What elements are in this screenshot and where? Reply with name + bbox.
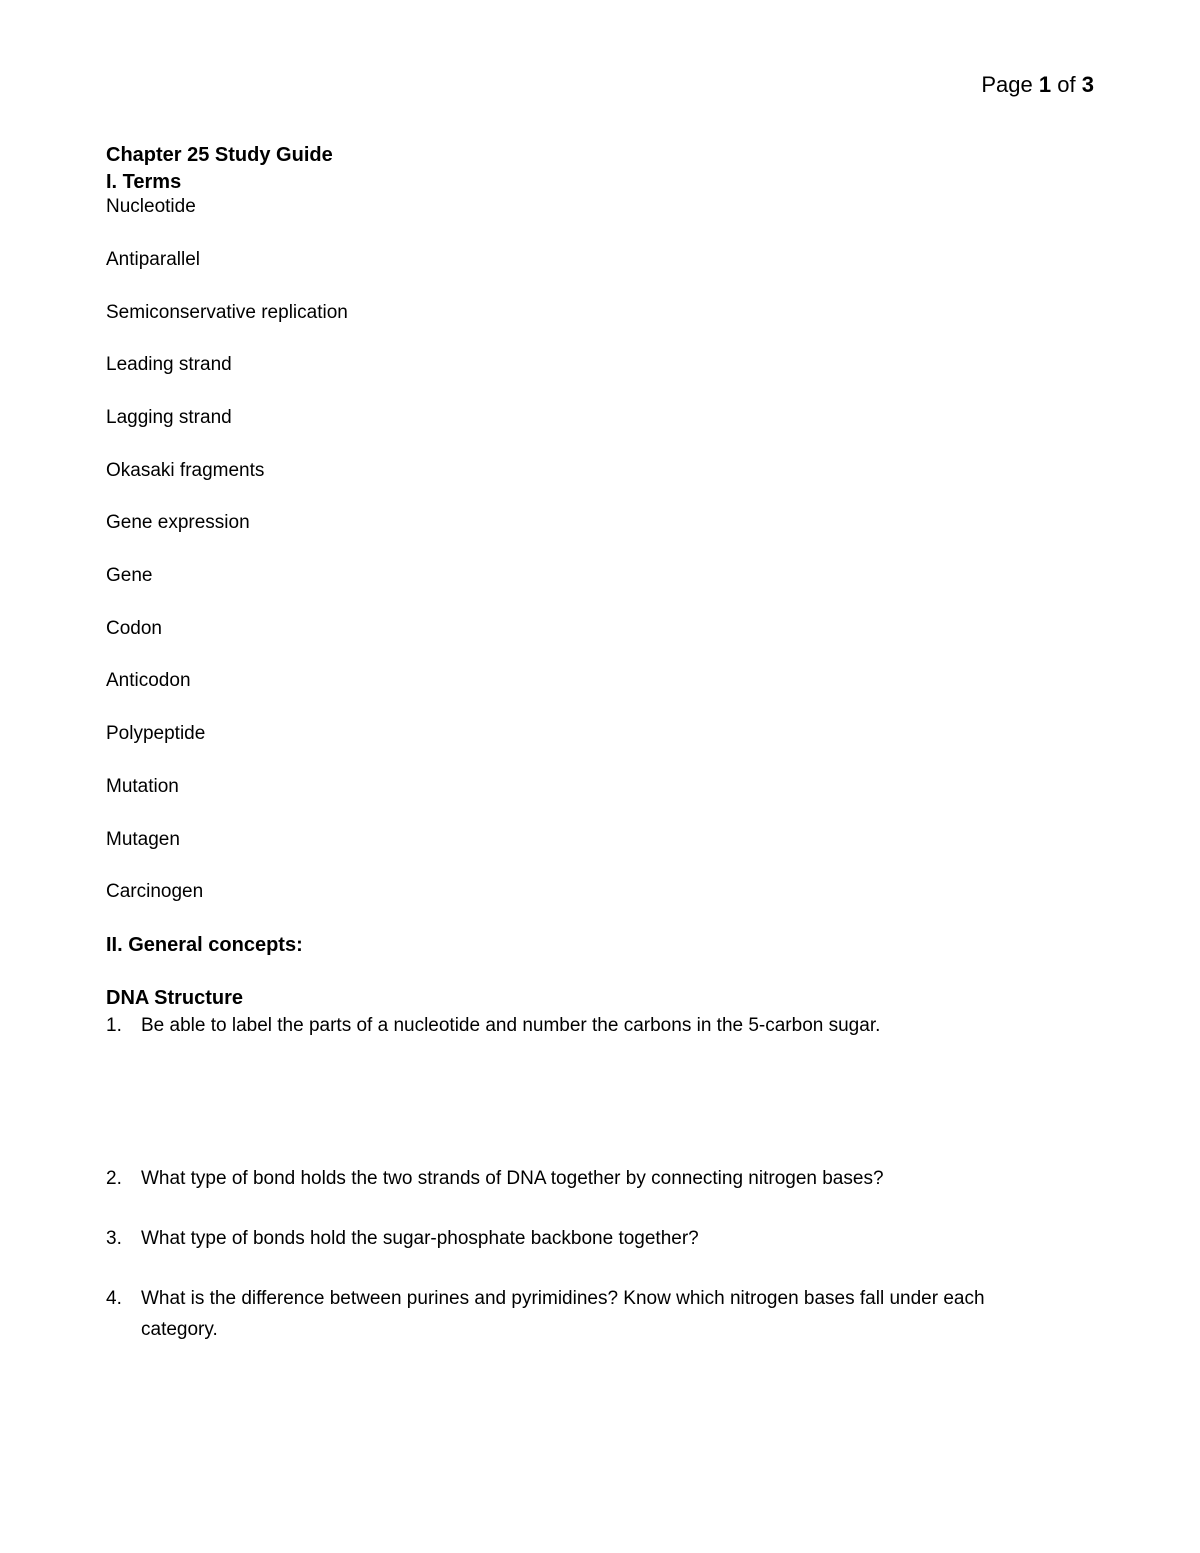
term-item: Nucleotide bbox=[106, 196, 196, 217]
term-item: Gene expression bbox=[106, 512, 250, 533]
question-number: 3. bbox=[106, 1228, 122, 1249]
concepts-heading: II. General concepts: bbox=[106, 934, 303, 956]
page-current: 1 bbox=[1038, 72, 1052, 97]
page-total: 3 bbox=[1081, 72, 1094, 97]
question-number: 1. bbox=[106, 1015, 122, 1036]
term-item: Semiconservative replication bbox=[106, 302, 348, 323]
question-text: What type of bonds hold the sugar-phosphate backbone together? bbox=[141, 1228, 699, 1249]
term-item: Polypeptide bbox=[106, 723, 206, 744]
question-item bbox=[106, 1163, 1046, 1194]
page-number bbox=[981, 72, 1094, 98]
question-item bbox=[106, 1010, 1046, 1041]
term-item: Antiparallel bbox=[106, 249, 200, 270]
dna-structure-heading: DNA Structure bbox=[106, 987, 244, 1009]
term-item: Mutation bbox=[106, 776, 179, 797]
term-item: Gene bbox=[106, 565, 153, 586]
question-text: What type of bond holds the two strands of DNA together by connecting nitrogen bases? bbox=[141, 1168, 884, 1189]
term-item: Anticodon bbox=[106, 670, 191, 691]
question-number: 2. bbox=[106, 1168, 122, 1189]
term-item: Mutagen bbox=[106, 829, 180, 850]
question-item bbox=[106, 1283, 1046, 1345]
question-text: What is the difference between purines and pyrimidines? Know which nitrogen bases fall under each category. bbox=[141, 1288, 985, 1340]
term-item: Lagging strand bbox=[106, 407, 232, 428]
question-number: 4. bbox=[106, 1288, 122, 1309]
term-item: Leading strand bbox=[106, 354, 232, 375]
question-item bbox=[106, 1223, 1046, 1254]
page-word: Page bbox=[981, 72, 1033, 97]
term-item: Carcinogen bbox=[106, 881, 204, 902]
question-text: Be able to label the parts of a nucleotide and number the carbons in the 5-carbon sugar. bbox=[141, 1015, 881, 1036]
term-item: Okasaki fragments bbox=[106, 460, 265, 481]
terms-heading: I. Terms bbox=[106, 171, 182, 193]
page-of: of bbox=[1057, 72, 1076, 97]
term-item: Codon bbox=[106, 618, 162, 639]
document-title: Chapter 25 Study Guide bbox=[106, 144, 333, 166]
